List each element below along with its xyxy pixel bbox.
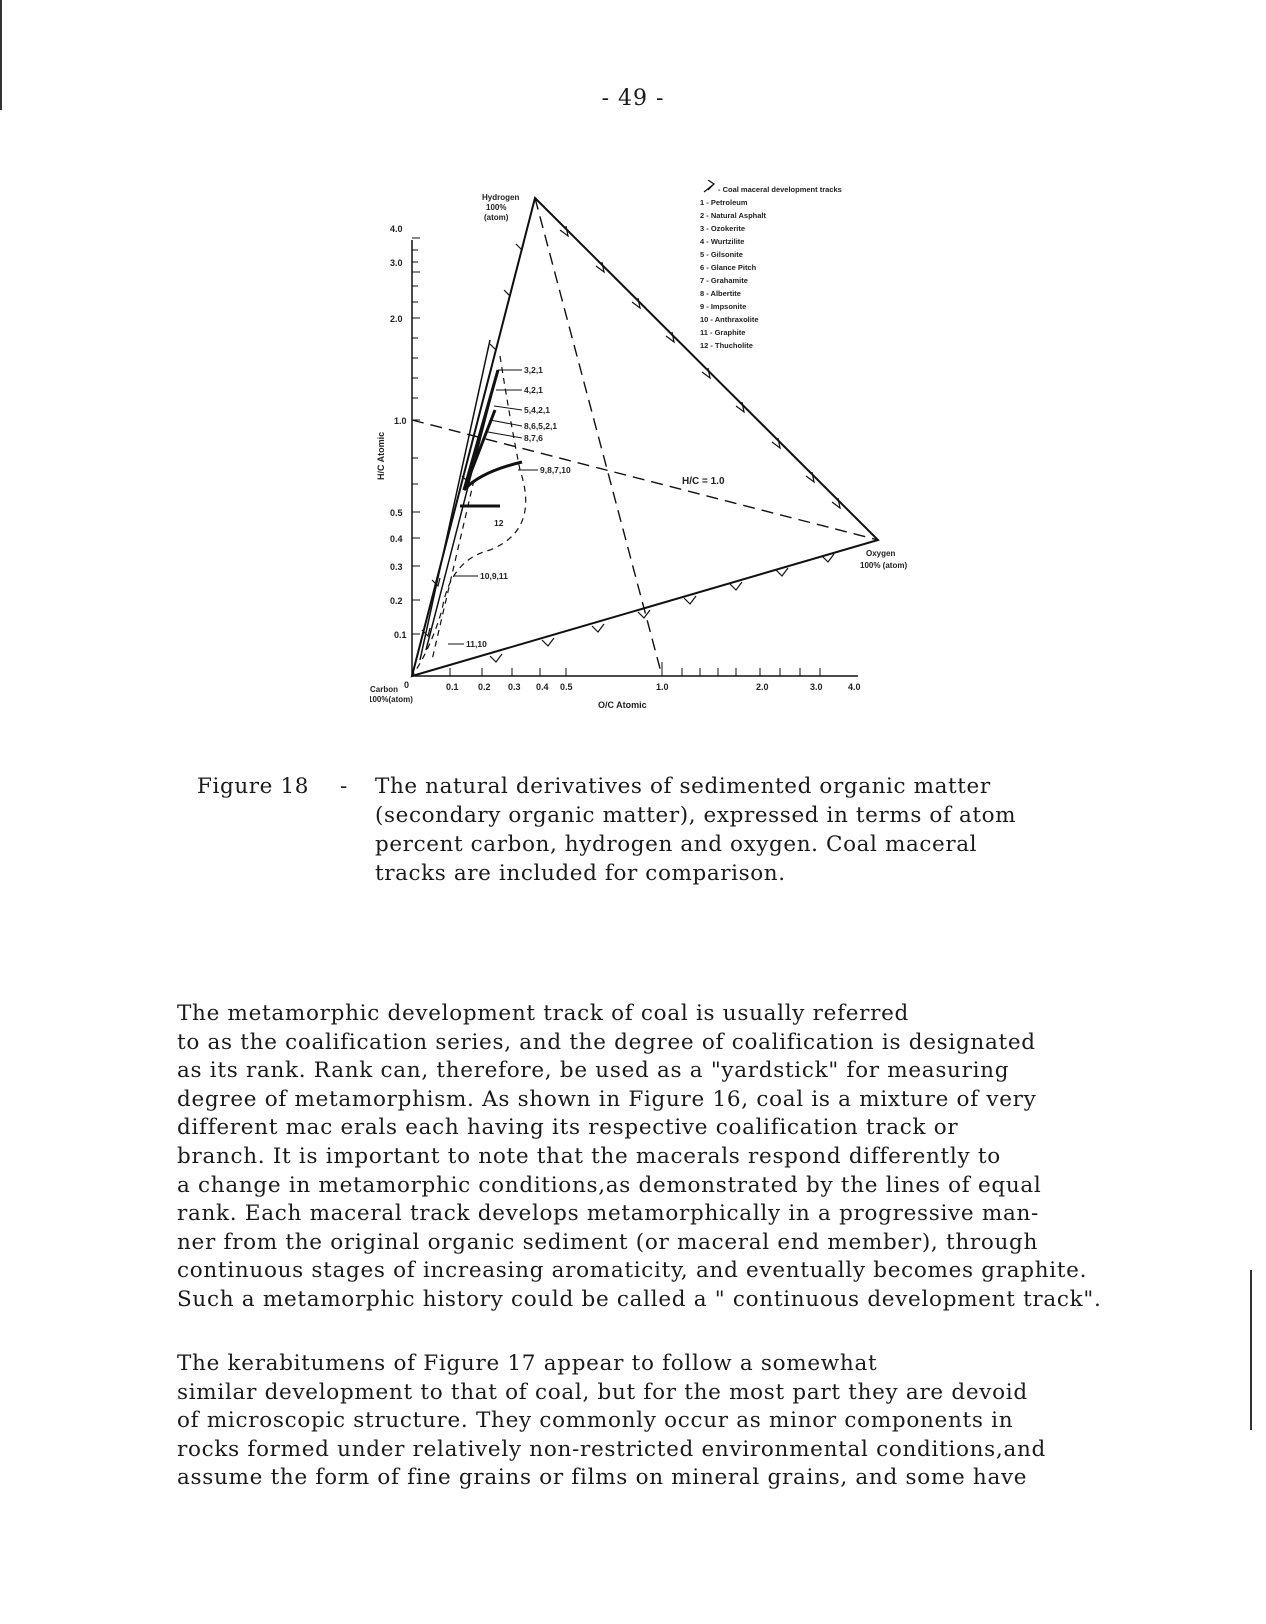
hc-equal-one-line xyxy=(412,420,878,540)
y-axis-ticks xyxy=(412,238,420,634)
svg-text:100%: 100% xyxy=(486,203,507,212)
svg-text:1.0: 1.0 xyxy=(394,416,407,426)
svg-text:4,2,1: 4,2,1 xyxy=(524,385,543,395)
svg-text:0.2: 0.2 xyxy=(478,682,491,692)
svg-text:5,4,2,1: 5,4,2,1 xyxy=(524,405,550,415)
svg-text:0.3: 0.3 xyxy=(508,682,521,692)
svg-text:100% (atom): 100% (atom) xyxy=(860,561,908,570)
svg-text:8,6,5,2,1: 8,6,5,2,1 xyxy=(524,421,558,431)
svg-text:0.2: 0.2 xyxy=(390,596,403,606)
svg-text:3.0: 3.0 xyxy=(390,258,403,268)
ternary-diagram xyxy=(370,180,930,740)
legend xyxy=(700,180,842,350)
svg-text:0.4: 0.4 xyxy=(536,682,549,692)
svg-text:12: 12 xyxy=(494,518,504,528)
svg-text:0.4: 0.4 xyxy=(390,534,403,544)
svg-text:- Coal maceral development tra: - Coal maceral development tracks xyxy=(718,185,842,194)
svg-text:2.0: 2.0 xyxy=(390,314,403,324)
svg-text:12 - Thucholite: 12 - Thucholite xyxy=(700,341,753,350)
svg-text:0.3: 0.3 xyxy=(390,562,403,572)
svg-text:3.0: 3.0 xyxy=(810,682,823,692)
svg-text:7 - Grahamite: 7 - Grahamite xyxy=(700,276,748,285)
svg-text:0.1: 0.1 xyxy=(394,630,407,640)
x-axis-label: O/C Atomic xyxy=(598,700,647,710)
svg-text:(atom): (atom) xyxy=(484,213,509,222)
body-paragraph-1: The metamorphic development track of coal is usually referred to as the coalification series, and the degree of coalification is designated as its rank. Rank can, therefore, be used as a "yardstick" for measuring degree of metamorphism. As shown in Figure 16, coal is a mixture of very different mac erals each having its respective coalification track or branch. It is important to note that the macerals respond differently to a change in metamorphic conditions,as demonstrated by the lines of equal rank. Each maceral track develops metamorphically in a progressive man- ner from the original organic sediment (or maceral end member), through continuous stages of increasing aromaticity, and eventually becomes graphite. Such a metamorphic history could be called a " continuous development track". xyxy=(177,1001,1102,1312)
svg-text:4.0: 4.0 xyxy=(848,682,861,692)
body-paragraph-2: The kerabitumens of Figure 17 appear to follow a somewhat similar development to that of coal, but for the most part they are devoid of microscopic structure. They commonly occur as minor components in rocks formed under relatively non-restricted environmental conditions,and assume the form of fine grains or films on mineral grains, and some have xyxy=(177,1351,1046,1491)
svg-text:1.0: 1.0 xyxy=(656,682,669,692)
svg-text:3,2,1: 3,2,1 xyxy=(524,365,543,375)
svg-text:100%(atom): 100%(atom) xyxy=(370,695,413,704)
svg-text:0.5: 0.5 xyxy=(390,508,403,518)
caption-dash: - xyxy=(340,774,348,799)
dashed-tracks xyxy=(412,356,526,676)
svg-text:3 - Ozokerite: 3 - Ozokerite xyxy=(700,224,746,233)
scan-edge-line-right xyxy=(1250,1270,1252,1430)
oc-equal-one-line xyxy=(535,198,662,676)
hydrogen-vertex-label xyxy=(482,193,519,222)
page-number: - 49 - xyxy=(601,86,665,111)
svg-text:Carbon: Carbon xyxy=(370,685,398,694)
caption-text: The natural derivatives of sedimented organic matter (secondary organic matter), expressed in terms of atom percent carbon, hydrogen and oxygen. Coal maceral tracks are included for comparison. xyxy=(375,774,1017,886)
svg-text:8 - Albertite: 8 - Albertite xyxy=(700,289,741,298)
svg-text:9,8,7,10: 9,8,7,10 xyxy=(540,465,571,475)
svg-text:2 - Natural Asphalt: 2 - Natural Asphalt xyxy=(700,211,766,220)
svg-text:9 - Impsonite: 9 - Impsonite xyxy=(700,302,747,311)
svg-text:5 - Gilsonite: 5 - Gilsonite xyxy=(700,250,743,259)
y-tick-labels xyxy=(390,224,407,640)
ternary-diagram-svg xyxy=(370,180,930,740)
svg-text:1 - Petroleum: 1 - Petroleum xyxy=(700,198,748,207)
svg-text:4 - Wurtzilite: 4 - Wurtzilite xyxy=(700,237,745,246)
ternary-triangle xyxy=(412,198,878,676)
svg-text:0.5: 0.5 xyxy=(560,682,573,692)
svg-text:4.0: 4.0 xyxy=(390,224,403,234)
svg-text:0.1: 0.1 xyxy=(446,682,459,692)
y-axis-label: H/C Atomic xyxy=(376,431,386,480)
svg-text:10,9,11: 10,9,11 xyxy=(480,571,508,581)
svg-text:Hydrogen: Hydrogen xyxy=(482,193,520,202)
x-axis-ticks xyxy=(450,662,820,676)
coal-track-arrow-icon xyxy=(704,180,714,192)
oxygen-vertex-label xyxy=(860,549,907,570)
svg-text:8,7,6: 8,7,6 xyxy=(524,433,543,443)
figure-label: Figure 18 xyxy=(197,774,309,799)
direction-arrows xyxy=(422,226,840,662)
hc-line-label: H/C = 1.0 xyxy=(682,476,725,487)
x-tick-labels xyxy=(404,680,861,692)
svg-text:6 - Glance Pitch: 6 - Glance Pitch xyxy=(700,263,757,272)
svg-text:2.0: 2.0 xyxy=(756,682,769,692)
svg-text:10 - Anthraxolite: 10 - Anthraxolite xyxy=(700,315,759,324)
svg-text:Oxygen: Oxygen xyxy=(866,549,896,558)
svg-text:0: 0 xyxy=(404,680,410,690)
svg-text:11 - Graphite: 11 - Graphite xyxy=(700,328,746,337)
svg-text:11,10: 11,10 xyxy=(466,639,487,649)
